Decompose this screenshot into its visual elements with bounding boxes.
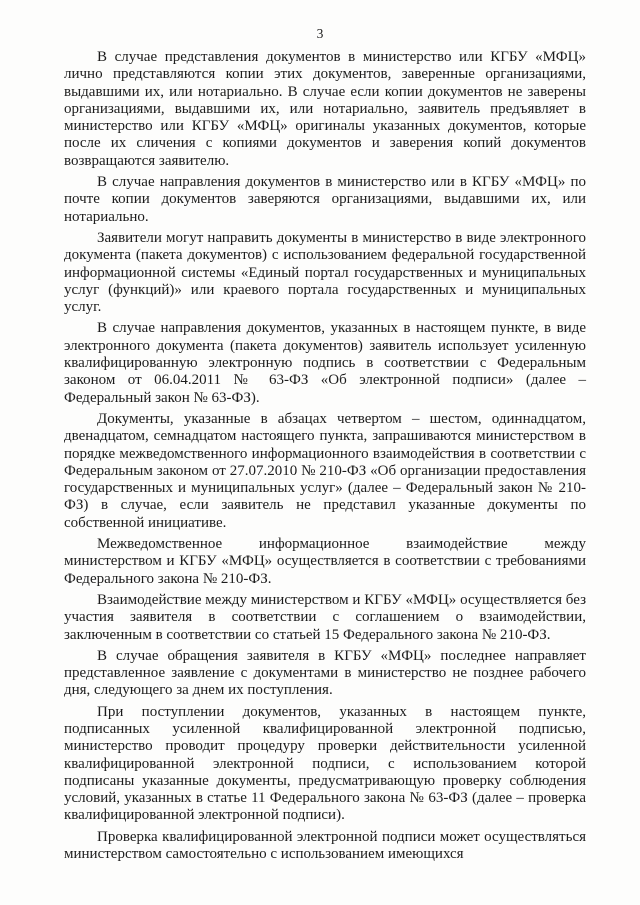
paragraph-8: В случае обращения заявителя в КГБУ «МФЦ» последнее направляет представленное заявление с документами в министерство не позднее рабочего дня, следующего за днем их поступления. xyxy=(64,647,586,699)
paragraph-9: При поступлении документов, указанных в настоящем пункте, подписанных усиленной квалифицированной электронной подписью, министерство проводит процедуру проверки действительности усиленной квалифицированной электронной подписи, с использованием которой подписаны указанные документы, предусматривающую проверку соблюдения условий, указанных в статье 11 Федерального закона № 63-ФЗ (далее – проверка квалифицированной электронной подписи). xyxy=(64,703,586,824)
paragraph-1: В случае представления документов в министерство или КГБУ «МФЦ» лично представляются копии этих документов, заверенные организациями, выдавшими их, или нотариально. В случае если копии документов не заверены организациями, выдавшими их, или нотариально, заявитель предъявляет в министерство или КГБУ «МФЦ» оригиналы указанных документов, которые после их сличения с копиями документов и заверения копий документов возвращаются заявителю. xyxy=(64,49,586,169)
document-body xyxy=(64,49,586,863)
page-number: 3 xyxy=(316,26,324,41)
paragraph-10: Проверка квалифицированной электронной подписи может осуществляться министерством самостоятельно с использованием имеющихся xyxy=(64,828,586,863)
paragraph-4: В случае направления документов, указанных в настоящем пункте, в виде электронного документа (пакета документов) заявитель использует усиленную квалифицированную электронную подпись в соответствии с Федеральным законом от 06.04.2011 № 63-ФЗ «Об электронной подписи» (далее – Федеральный закон № 63-ФЗ). xyxy=(64,320,586,406)
paragraph-3: Заявители могут направить документы в министерство в виде электронного документа (пакета документов) с использованием федеральной государственной информационной системы «Единый портал государственных и муниципальных услуг (функций)» или краевого портала государственных и муниципальных услуг. xyxy=(64,229,586,316)
paragraph-5: Документы, указанные в абзацах четвертом – шестом, одиннадцатом, двенадцатом, семнадцатом настоящего пункта, запрашиваются министерством в порядке межведомственного информационного взаимодействия в соответствии с Федеральным законом от 27.07.2010 № 210-ФЗ «Об организации предоставления государственных и муниципальных услуг» (далее – Федеральный закон № 210-ФЗ) в случае, если заявитель не представил указанные документы по собственной инициативе. xyxy=(64,410,586,531)
paragraph-2: В случае направления документов в министерство или в КГБУ «МФЦ» по почте копии документов заверяются организациями, выдавшими их, или нотариально. xyxy=(64,174,586,225)
paragraph-7: Взаимодействие между министерством и КГБУ «МФЦ» осуществляется без участия заявителя в соответствии с соглашением о взаимодействии, заключенным в соответствии со статьей 15 Федерального закона № 210-ФЗ. xyxy=(64,591,586,643)
paragraph-6: Межведомственное информационное взаимодействие между министерством и КГБУ «МФЦ» осуществляется в соответствии с требованиями Федерального закона № 210-ФЗ. xyxy=(64,536,586,587)
